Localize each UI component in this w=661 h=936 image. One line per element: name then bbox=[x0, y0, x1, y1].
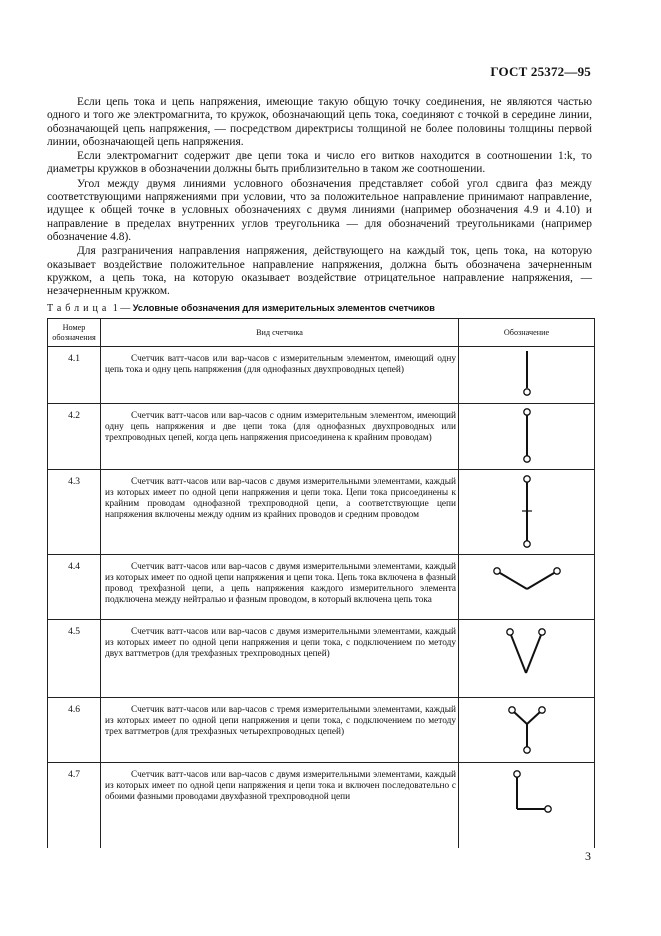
row-number: 4.7 bbox=[48, 763, 101, 849]
row-number: 4.2 bbox=[48, 404, 101, 470]
vertical-line-one-circle-icon bbox=[462, 347, 592, 403]
row-description: Счетчик ватт-часов или вар-часов с двумя измерительными элементами, каждый из которых имеет по одной цепи напряжения и цепи тока, с подключением по методу двух ваттметров (для трехфазных трехпроводных цепей) bbox=[101, 620, 459, 698]
document-header-standard: ГОСТ 25372—95 bbox=[490, 64, 591, 79]
symbol-cell bbox=[459, 620, 595, 698]
table-row bbox=[48, 470, 595, 555]
symbol-cell bbox=[459, 555, 595, 620]
paragraph-2: Если электромагнит содержит две цепи тока и число его витков находится в соотношении 1:k, то диаметры кружков в обозначении должны быть приблизительно в таком же соотношении. bbox=[47, 150, 592, 176]
header-number: Номер обозначения bbox=[48, 319, 101, 347]
paragraph-1: Если цепь тока и цепь напряжения, имеющие такую общую точку соединения, не являются частью одного и того же электромагнита, то кружок, обозначающий цепь тока, соединяют с точкой в середине линии, обозначающей цепь напряжения, — посредством директрисы толщиной не более половины толщины первой линии, обозначающей цепь напряжения. bbox=[47, 96, 592, 148]
vertical-line-tick-two-circles-icon bbox=[462, 470, 592, 554]
symbol-cell bbox=[459, 404, 595, 470]
row-number: 4.4 bbox=[48, 555, 101, 620]
row-description: Счетчик ватт-часов или вар-часов с измерительным элементом, имеющий одну цепь тока и одну цепь напряжения (для однофазных двухпроводных цепей) bbox=[101, 347, 459, 404]
table-caption bbox=[47, 303, 607, 314]
symbol-cell bbox=[459, 698, 595, 763]
table-row bbox=[48, 763, 595, 849]
table-row bbox=[48, 555, 595, 620]
symbol-cell bbox=[459, 763, 595, 849]
row-description: Счетчик ватт-часов или вар-часов с двумя измерительными элементами, каждый из которых имеет по одной цепи напряжения и цепи тока. Цепи тока присоединены к крайним проводам однофазной трехпроводной цепи, а соответствующие цепи напряжения включены между одним из крайних проводов и средним проводом bbox=[101, 470, 459, 555]
body-text bbox=[47, 96, 592, 299]
vertical-line-two-circles-icon bbox=[462, 404, 592, 469]
table-caption-number: 1 — bbox=[112, 303, 131, 314]
table-row bbox=[48, 620, 595, 698]
table-header-row bbox=[48, 319, 595, 347]
row-description: Счетчик ватт-часов или вар-часов с двумя измерительными элементами, каждый из которых имеет по одной цепи напряжения и цепи тока и включен последовательно с обоими фазными проводами двухфазной трехпроводной цепи bbox=[101, 763, 459, 849]
row-number: 4.5 bbox=[48, 620, 101, 698]
row-description: Счетчик ватт-часов или вар-часов с тремя измерительными элементами, каждый из которых имеет по одной цепи напряжения и цепи тока, с подключением по методу трех ваттметров (для трехфазных четырехпроводных цепей) bbox=[101, 698, 459, 763]
symbol-cell bbox=[459, 470, 595, 555]
paragraph-3: Угол между двумя линиями условного обозначения представляет собой угол сдвига фаз между соответствующими напряжениями при условии, что за положительное направление принимают направление, идущее к общей точке в условных обозначениях с двумя линиями (например обозначения 4.9 и 4.10) и направление в пределах внутренних углов треугольника — для обозначений треугольниками (например обозначение 4.8). bbox=[47, 177, 592, 243]
table-row bbox=[48, 404, 595, 470]
row-number: 4.3 bbox=[48, 470, 101, 555]
row-description: Счетчик ватт-часов или вар-часов с одним измерительным элементом, имеющий одну цепь напряжения и две цепи тока (для однофазных двухпроводных или трехпроводных цепей, когда цепь напряжения присоединена к крайним проводам) bbox=[101, 404, 459, 470]
header-type: Вид счетчика bbox=[101, 319, 459, 347]
table-caption-label: Таблица bbox=[47, 303, 111, 314]
wide-v-two-circles-icon bbox=[462, 555, 592, 619]
header-symbol: Обозначение bbox=[459, 319, 595, 347]
l-shape-two-circles-icon bbox=[462, 763, 592, 848]
row-number: 4.1 bbox=[48, 347, 101, 404]
paragraph-4: Для разграничения направления напряжения, действующего на каждый ток, цепь тока, на которую оказывает воздействие положительное направление напряжения, должна быть обозначена зачерненным кружком, а цепь тока, на которую оказывает воздействие отрицательное направление напряжения, — незачерненным кружком. bbox=[47, 245, 592, 298]
y-star-three-circles-icon bbox=[462, 698, 592, 762]
table-row bbox=[48, 347, 595, 404]
row-number: 4.6 bbox=[48, 698, 101, 763]
symbol-cell bbox=[459, 347, 595, 404]
table-row bbox=[48, 698, 595, 763]
page-number: 3 bbox=[585, 849, 591, 863]
table-caption-title: Условные обозначения для измерительных элементов счетчиков bbox=[132, 303, 435, 313]
narrow-v-two-circles-icon bbox=[462, 620, 592, 697]
meter-symbols-table bbox=[47, 318, 595, 848]
row-description: Счетчик ватт-часов или вар-часов с двумя измерительными элементами, каждый из которых имеет по одной цепи напряжения и цепи тока. Цепь тока включена в фазный провод трехфазной цепи, а цепь напряжения каждого измерительного элемента подключена между нейтралью и фазным проводом, в который включена цепь тока bbox=[101, 555, 459, 620]
